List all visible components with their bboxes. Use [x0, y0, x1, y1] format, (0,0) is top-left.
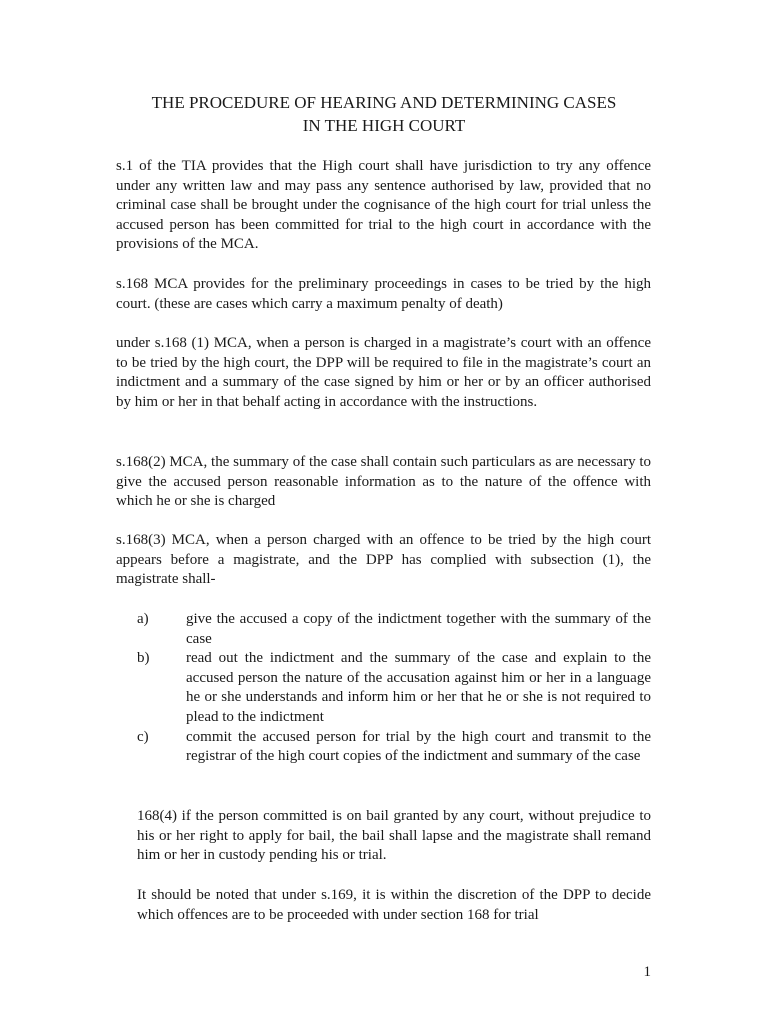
list-item-text: read out the indictment and the summary of the case and explain to the accused person the nature of the accusation against him or her in a language he or she understands and inform him or her that he or she is not required to plead to the indictment — [186, 650, 651, 725]
magistrate-duties-list — [137, 610, 651, 767]
list-marker: c) — [137, 728, 149, 745]
document-title — [100, 91, 668, 137]
paragraph-s168-mca: s.168 MCA provides for the preliminary proceedings in cases to be tried by the high court. (these are cases which carry a maximum penalty of death) — [116, 276, 651, 312]
paragraph-s168-4: 168(4) if the person committed is on bail granted by any court, without prejudice to his or her right to apply for bail, the bail shall lapse and the magistrate shall remand him or her in custody pending his or trial. — [137, 808, 651, 864]
paragraph-s1-tia: s.1 of the TIA provides that the High court shall have jurisdiction to try any offence under any written law and may pass any sentence authorised by law, provided that no criminal case shall be brought under the cognisance of the high court for trial unless the accused person has been committed for trial to the high court in accordance with the provisions of the MCA. — [116, 158, 651, 253]
list-item — [137, 610, 651, 649]
paragraph-s168-3: s.168(3) MCA, when a person charged with an offence to be tried by the high court appears before a magistrate, and the DPP has complied with subsection (1), the magistrate shall- — [116, 532, 651, 588]
title-line-1: THE PROCEDURE OF HEARING AND DETERMINING CASES — [151, 93, 617, 112]
page-number: 1 — [643, 964, 651, 980]
list-item-text: give the accused a copy of the indictment together with the summary of the case — [186, 611, 651, 647]
list-marker: a) — [137, 611, 149, 627]
list-item-text: commit the accused person for trial by the high court and transmit to the registrar of the high court copies of the indictment and summary of the case — [186, 728, 651, 765]
list-item — [137, 728, 651, 767]
title-line-2: IN THE HIGH COURT — [302, 116, 466, 135]
paragraph-s168-1: under s.168 (1) MCA, when a person is charged in a magistrate’s court with an offence to be tried by the high court, the DPP will be required to file in the magistrate’s court an indictment and a summary of the case signed by him or her or by an officer authorised by him or her in that behalf acting in accordance with the instructions. — [116, 335, 651, 410]
paragraph-s168-2: s.168(2) MCA, the summary of the case shall contain such particulars as are necessary to give the accused person reasonable information as to the nature of the offence with which he or she is charged — [116, 454, 651, 510]
paragraph-s169-note: It should be noted that under s.169, it is within the discretion of the DPP to decide which offences are to be proceeded with under section 168 for trial — [137, 887, 651, 923]
list-marker: b) — [137, 650, 150, 667]
list-item — [137, 649, 651, 727]
